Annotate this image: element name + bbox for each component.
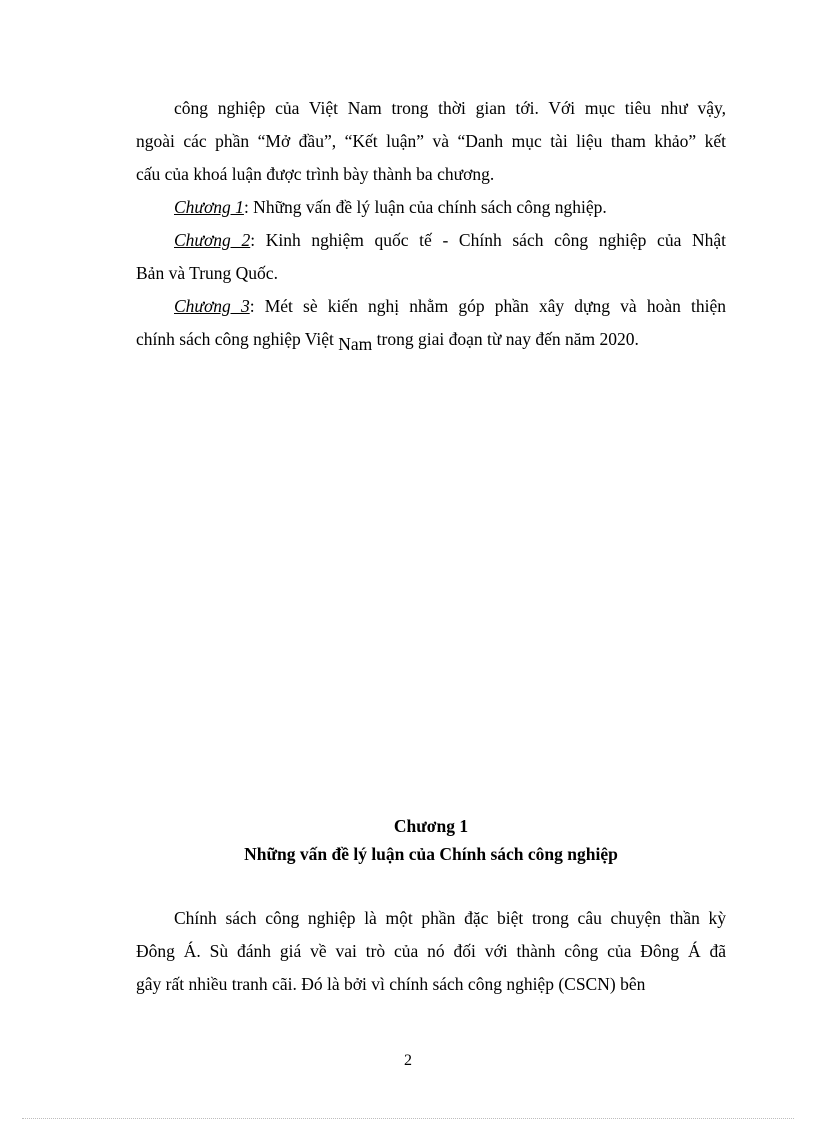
chapter-3-outline-line-1: [136, 290, 726, 323]
intro-line-3: cấu của khoá luận được trình bày thành ba chương.: [136, 164, 495, 184]
chapter-2-description: : Kinh nghiệm quốc tế - Chính sách công nghiệp của Nhật: [250, 230, 727, 250]
page-number: 2: [404, 1052, 412, 1069]
intro-line-2: ngoài các phần “Mở đầu”, “Kết luận” và “Danh mục tài liệu tham khảo” kết: [136, 131, 726, 151]
chapter-1-label: Chương 1: [174, 197, 244, 217]
intro-line-1: công nghiệp của Việt Nam trong thời gian tới. Với mục tiêu như vậy,: [174, 98, 726, 118]
chapter-heading: [136, 812, 726, 868]
chapter-3-line-2-part-c: trong giai đoạn từ nay đến năm 2020.: [376, 329, 639, 349]
intro-section: [136, 92, 726, 356]
chapter-1-outline: [136, 191, 726, 224]
chapter-3-line-2-part-a: chính sách công nghiệp Việt: [136, 329, 334, 349]
chapter-body: [136, 902, 726, 1001]
page-bottom-divider: [22, 1118, 794, 1119]
chapter-1-description: : Những vấn đề lý luận của chính sách công nghiệp.: [243, 197, 607, 217]
body-line-1: Chính sách công nghiệp là một phần đặc biệt trong câu chuyện thần kỳ: [174, 908, 726, 928]
chapter-3-line-2-part-b: Nam: [338, 334, 373, 354]
chapter-number: Chương 1: [393, 816, 469, 836]
chapter-3-description: : Mét sè kiến nghị nhằm góp phần xây dựng và hoàn thiện: [249, 296, 726, 316]
body-line-3: gây rất nhiều tranh cãi. Đó là bởi vì chính sách công nghiệp (CSCN) bên: [136, 974, 646, 994]
chapter-3-outline-line-2: [136, 323, 726, 356]
chapter-title: Những vấn đề lý luận của Chính sách công nghiệp: [244, 844, 618, 864]
chapter-3-label: Chương 3: [174, 296, 250, 316]
chapter-2-label: Chương 2: [174, 230, 251, 250]
chapter-2-outline-line-2: Bản và Trung Quốc.: [136, 263, 278, 283]
body-line-2: Đông Á. Sù đánh giá về vai trò của nó đối với thành công của Đông Á đã: [136, 941, 726, 961]
chapter-2-outline-line-1: [136, 224, 726, 257]
